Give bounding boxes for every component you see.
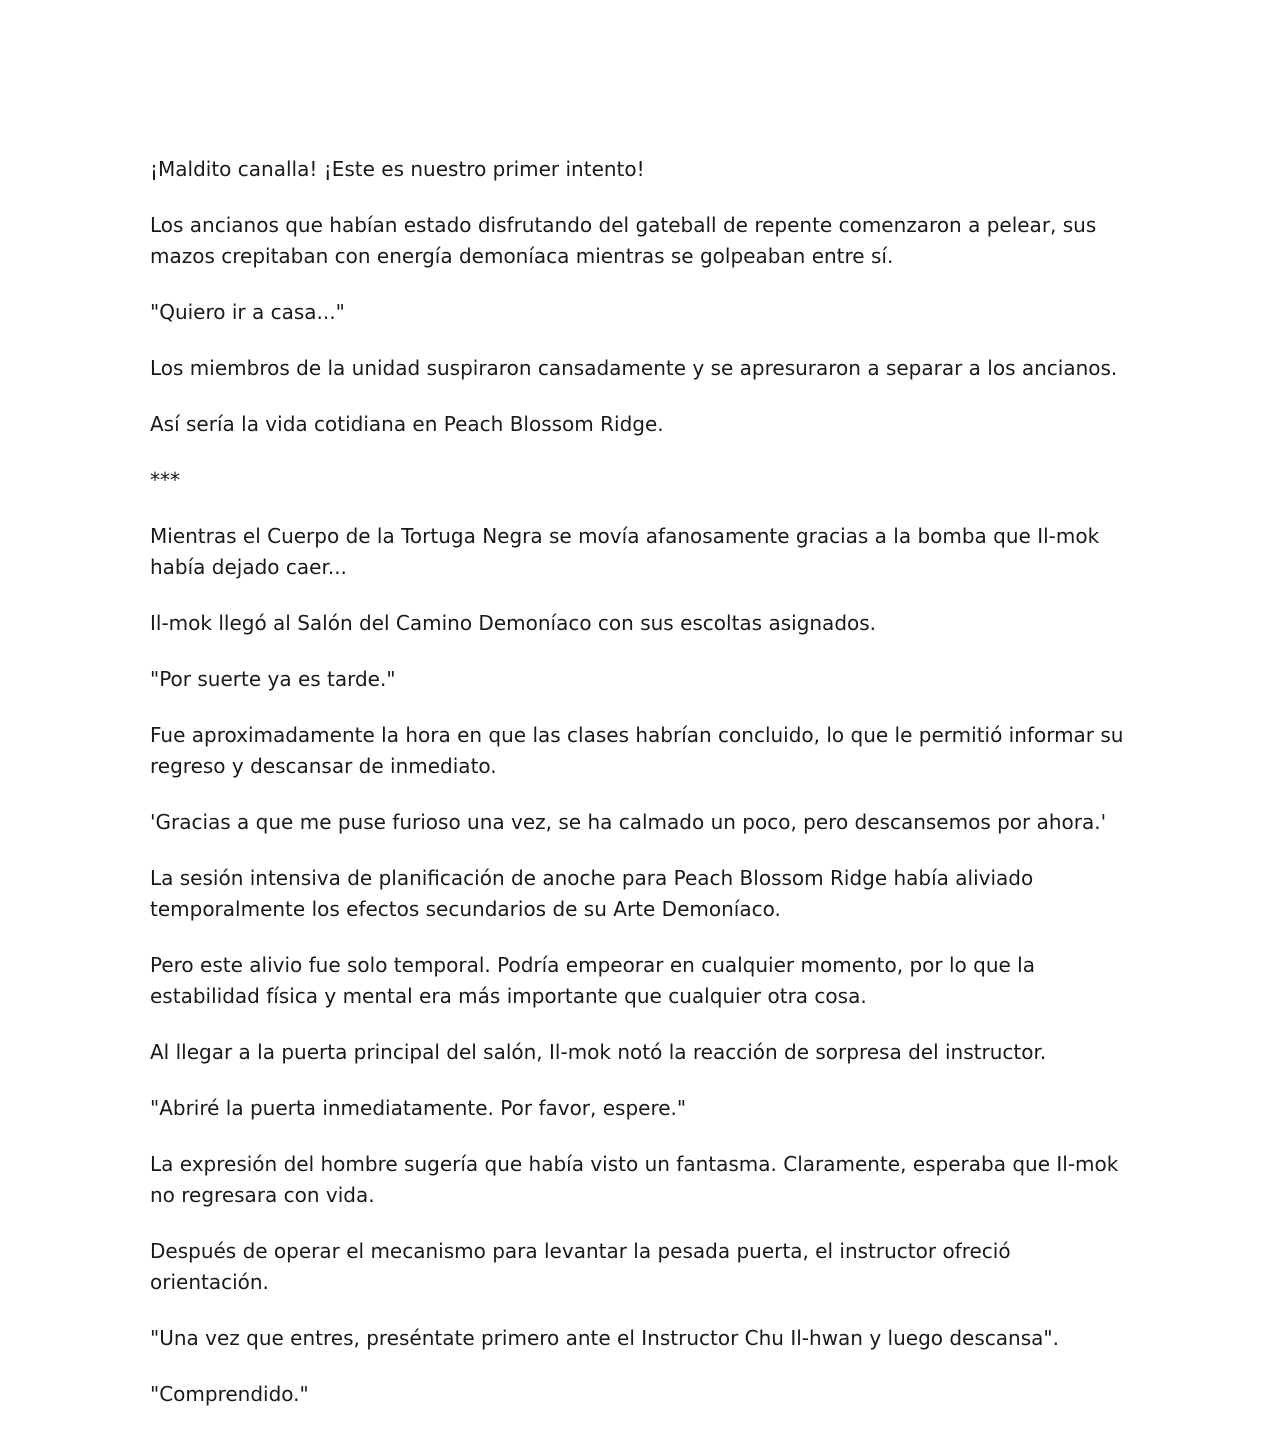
- paragraph: "Quiero ir a casa...": [150, 300, 345, 324]
- document-body: [150, 154, 1135, 1435]
- paragraph: Los miembros de la unidad suspiraron cansadamente y se apresuraron a separar a los ancianos.: [150, 356, 1118, 380]
- paragraph: ¡Maldito canalla! ¡Este es nuestro primer intento!: [150, 157, 645, 181]
- paragraph: "Comprendido.": [150, 1382, 309, 1406]
- paragraph: Después de operar el mecanismo para levantar la pesada puerta, el instructor ofreció orientación.: [150, 1239, 1011, 1294]
- paragraph: La expresión del hombre sugería que había visto un fantasma. Claramente, esperaba que Il-mok no regresara con vida.: [150, 1152, 1119, 1207]
- paragraph: Así sería la vida cotidiana en Peach Blossom Ridge.: [150, 412, 664, 436]
- paragraph: Los ancianos que habían estado disfrutando del gateball de repente comenzaron a pelear, sus mazos crepitaban con energía demoníaca mientras se golpeaban entre sí.: [150, 213, 1097, 268]
- paragraph: Il-mok llegó al Salón del Camino Demoníaco con sus escoltas asignados.: [150, 611, 877, 635]
- scene-break: ***: [150, 468, 180, 492]
- paragraph: Fue aproximadamente la hora en que las clases habrían concluido, lo que le permitió informar su regreso y descansar de inmediato.: [150, 723, 1124, 778]
- paragraph: "Abriré la puerta inmediatamente. Por favor, espere.": [150, 1096, 687, 1120]
- paragraph: "Una vez que entres, preséntate primero ante el Instructor Chu Il-hwan y luego descansa".: [150, 1326, 1059, 1350]
- paragraph: 'Gracias a que me puse furioso una vez, se ha calmado un poco, pero descansemos por ahora.': [150, 810, 1107, 834]
- paragraph: Pero este alivio fue solo temporal. Podría empeorar en cualquier momento, por lo que la estabilidad física y mental era más importante que cualquier otra cosa.: [150, 953, 1035, 1008]
- paragraph: "Por suerte ya es tarde.": [150, 667, 396, 691]
- paragraph: Al llegar a la puerta principal del salón, Il-mok notó la reacción de sorpresa del instructor.: [150, 1040, 1047, 1064]
- paragraph: Mientras el Cuerpo de la Tortuga Negra se movía afanosamente gracias a la bomba que Il-mok había dejado caer...: [150, 524, 1100, 579]
- paragraph: La sesión intensiva de planificación de anoche para Peach Blossom Ridge había aliviado temporalmente los efectos secundarios de su Arte Demoníaco.: [150, 866, 1034, 921]
